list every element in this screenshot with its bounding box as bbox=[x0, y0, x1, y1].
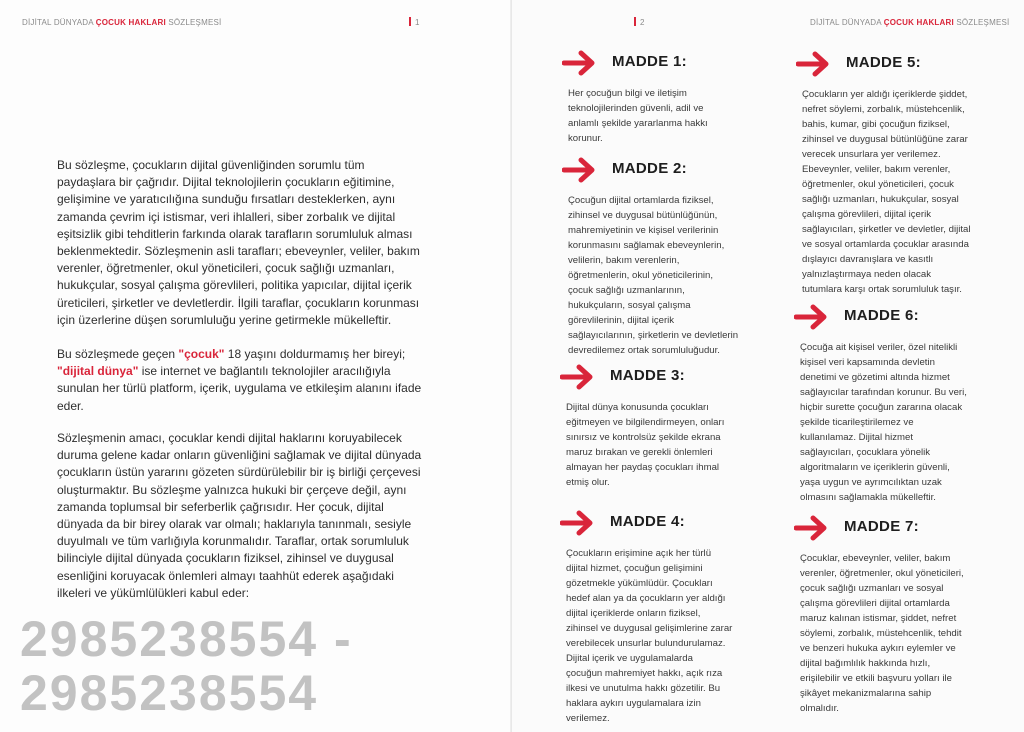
header-highlight: ÇOCUK HAKLARI bbox=[883, 18, 954, 27]
text-line: verecek unsurlara yer verilemez. bbox=[802, 149, 941, 160]
text-line: bahis, kumar, gibi çocuğun fiziksel, bbox=[802, 119, 950, 130]
text-line: devredilemez ortak sorumluluğudur. bbox=[568, 345, 720, 356]
text-line: dijital içeriklerde onların fiziksel, bbox=[566, 608, 701, 619]
text-line: dijital bağımlılık hakkında hızlı, bbox=[800, 658, 931, 669]
madde-title: MADDE 6: bbox=[844, 307, 919, 324]
arrow-right-icon bbox=[562, 50, 596, 76]
madde-1 bbox=[562, 50, 767, 146]
text-line: üreticileri, şirketler ve devletlerdir. İlgili taraflar, çocukların korunması bbox=[57, 295, 420, 310]
madde-body bbox=[800, 340, 999, 505]
madde-heading bbox=[794, 515, 999, 545]
text-segment: Bu sözleşmede geçen bbox=[57, 347, 179, 361]
text-line: verenler, öğretmenler, okul yöneticileri, bbox=[800, 568, 964, 579]
text-line: ilkesi ve unutulma hakkı gözetilir. Bu bbox=[566, 683, 721, 694]
text-line: maruz bırakan ve gerekli önlemleri bbox=[566, 447, 713, 458]
madde-title: MADDE 3: bbox=[610, 367, 685, 384]
madde-body bbox=[566, 546, 765, 726]
text-line: Ebeveynler, veliler, bakım verenler, bbox=[802, 164, 951, 175]
text-line: şikâyet mekanizmalarına sahip bbox=[800, 688, 932, 699]
text-line: korunmasını sağlamak ebeveynlerin, bbox=[568, 240, 725, 251]
text-line: dünyada da bir birey olarak var olmalı; haklarıyla tanınmalı, sesiyle bbox=[57, 517, 412, 532]
page-number bbox=[409, 17, 419, 27]
running-header bbox=[22, 18, 221, 27]
text-line: olmalıdır. bbox=[800, 703, 839, 714]
madde-heading bbox=[562, 157, 767, 187]
madde-4 bbox=[560, 510, 765, 726]
text-line: duyulmalı ve tüm varlığıyla korunmalıdır. Taraflar, ortak sorumluluk bbox=[57, 534, 409, 549]
watermark: 2985238554 - 2985238554 bbox=[20, 611, 353, 721]
text-line: kişisel veri kapsamında devletin bbox=[800, 357, 935, 368]
arrow-right-icon bbox=[560, 510, 594, 536]
text-line: sağlayıcıları, şirketler ve devletler, dijital bbox=[802, 224, 971, 235]
header-prefix: DİJİTAL DÜNYADA bbox=[810, 18, 884, 27]
madde-body bbox=[802, 87, 1001, 297]
text-line: tutumlara karşı ortak sorumluluk taşır. bbox=[802, 284, 962, 295]
text-line: erişilebilir ve etkili başvuru yolları ile bbox=[800, 673, 952, 684]
madde-title: MADDE 1: bbox=[612, 53, 687, 70]
text-segment: ise internet ve bağlantılı teknolojiler aracılığıyla bbox=[138, 364, 391, 379]
madde-heading bbox=[560, 364, 765, 394]
text-line: dijital hizmet, çocuğun gelişimini bbox=[566, 563, 703, 574]
text-line: çocuk sağlığı uzmanları ve sosyal bbox=[800, 583, 944, 594]
arrow-right-icon bbox=[794, 515, 828, 541]
running-header bbox=[810, 18, 1009, 27]
page-number-text: 2 bbox=[640, 18, 645, 27]
text-line: öğretmenlerin, okul yöneticilerinin, bbox=[568, 270, 714, 281]
text-line: çocuğun mahremiyet hakkı, açık rıza bbox=[566, 668, 723, 679]
header-highlight: ÇOCUK HAKLARI bbox=[95, 18, 166, 27]
text-line: maruz kalınan istismar, şiddet, nefret bbox=[800, 613, 957, 624]
text-line: zamanda toplumsal bir seferberlik çağrısıdır. Her çocuk, dijital bbox=[57, 499, 384, 514]
text-line: Her çocuğun bilgi ve iletişim bbox=[568, 88, 687, 99]
header-suffix: SÖZLEŞMESİ bbox=[165, 18, 222, 27]
paragraph-2 bbox=[57, 346, 421, 415]
header-suffix: SÖZLEŞMESİ bbox=[953, 18, 1010, 27]
text-line: öğretmenler, okul yöneticileri, çocuk bbox=[802, 179, 954, 190]
text-line: sunulan her türlü platform, içerik, uygulama ve etkileşim alanını ifade bbox=[57, 381, 422, 396]
text-line: sağlayıcılarının, şirketlerin ve devletlerin bbox=[568, 330, 739, 341]
text-line: Bu sözleşme, çocukların dijital güvenliğinden sorumlu tüm bbox=[57, 158, 365, 172]
arrow-right-icon bbox=[796, 51, 830, 77]
text-line: beklenmektedir. Sözleşmenin asli tarafları; ebeveynler, veliler, bakım bbox=[57, 244, 420, 259]
text-line: olmasını sağlamakla mükelleftir. bbox=[800, 492, 936, 503]
text-line: zihinsel ve duygusal gelişimlerine zarar bbox=[566, 623, 733, 634]
text-line: hukukçuların, sosyal çalışma bbox=[568, 300, 691, 311]
text-line: esenliğini koruyacak önlemleri almayı taahhüt ederek aşağıdaki bbox=[57, 568, 394, 583]
text-line: sağlığı uzmanları, hukukçular, sosyal bbox=[802, 194, 959, 205]
text-line: Dijital dünya konusunda çocukları bbox=[566, 402, 709, 413]
text-line: gelişimine ve yaratıcılığına sunduğu fırsatları desteklerken, aynı bbox=[57, 192, 396, 207]
text-line: görevlilerinin, dijital içerik bbox=[568, 315, 675, 326]
text-line: için üzerlerine düşen sorumluluğu yerine getirmekle mükelleftir. bbox=[57, 312, 392, 327]
madde-title: MADDE 5: bbox=[846, 54, 921, 71]
text-line: hukukçular, sosyal çalışma görevlileri, politika yapıcılar, dijital içerik bbox=[57, 278, 412, 293]
text-line: almayan her paydaş çocukları ihmal bbox=[566, 462, 720, 473]
text-line: korunur. bbox=[568, 133, 603, 144]
madde-6 bbox=[794, 304, 999, 505]
madde-title: MADDE 7: bbox=[844, 518, 919, 535]
text-line: etmiş olur. bbox=[566, 477, 610, 488]
madde-heading bbox=[796, 51, 1001, 81]
text-line: hedef alan ya da çocukların yer aldığı bbox=[566, 593, 726, 604]
text-line: çalışma görevlileri, dijital içerik bbox=[802, 209, 932, 220]
madde-body bbox=[568, 86, 767, 146]
madde-3 bbox=[560, 364, 765, 490]
text-line: dışlayıcı davranışlara ve kasıtlı bbox=[802, 254, 934, 265]
text-line: çalışma görevlileri dijital ortamlarda bbox=[800, 598, 950, 609]
text-line bbox=[57, 363, 421, 380]
text-line: çocukların üstün yararını gözeten sürdürülebilir bir iş birliği çerçevesi bbox=[57, 465, 421, 480]
madde-heading bbox=[560, 510, 765, 540]
text-line: Dijital içerik ve uygulamalarda bbox=[566, 653, 693, 664]
paragraph-1 bbox=[57, 157, 420, 329]
text-line: oluşturmaktır. Bu sözleşme yalnızca hukuki bir çerçeve değil, aynı bbox=[57, 482, 407, 497]
page-number bbox=[634, 17, 644, 27]
text-segment: 18 yaşını doldurmamış her bireyi; bbox=[224, 347, 406, 361]
text-line: yalnızlaştırmaya neden olacak bbox=[802, 269, 932, 280]
text-line: denetimi ve gözetimi altında hizmet bbox=[800, 372, 950, 383]
header-prefix: DİJİTAL DÜNYADA bbox=[22, 18, 96, 27]
text-line: zihinsel ve duygusal bütünlüğüne zarar bbox=[802, 134, 968, 145]
text-line: çocuk sağlığı uzmanlarının, bbox=[568, 285, 685, 296]
text-line: eder. bbox=[57, 398, 84, 413]
text-line: ve benzeri hukuka aykırı eylemler ve bbox=[800, 643, 956, 654]
paragraph-3 bbox=[57, 430, 421, 602]
text-line: anlamlı şekilde yararlanma hakkı bbox=[568, 118, 708, 129]
highlighted-term: "çocuk" bbox=[178, 347, 225, 361]
madde-2 bbox=[562, 157, 767, 358]
text-line: hiçbir surette çocuğun zararına olacak bbox=[800, 402, 963, 413]
text-line: ve sosyal ortamlarda çocuklar arasında bbox=[802, 239, 969, 250]
text-line: Çocuğun dijital ortamlarda fiziksel, bbox=[568, 195, 714, 206]
text-line: zihinsel ve duygusal bütünlüğünün, bbox=[568, 210, 718, 221]
madde-7 bbox=[794, 515, 999, 716]
text-line: duruma gelene kadar onların güvenliğini sağlamak ve dijital dünyada bbox=[57, 448, 422, 463]
text-line: Çocuğa ait kişisel veriler, özel nitelikli bbox=[800, 342, 958, 353]
text-line: verilemez. bbox=[566, 713, 610, 724]
text-line: Çocukların yer aldığı içeriklerde şiddet, bbox=[802, 89, 968, 100]
text-line: yaşa uygun ve ayrımcılıktan uzak bbox=[800, 477, 942, 488]
text-line: kullanılamaz. Dijital hizmet bbox=[800, 432, 914, 443]
text-line: haklara aykırı uygulamalara izin bbox=[566, 698, 701, 709]
text-line: zamanda çevrim içi istismar, veri ihlalleri, siber zorbalık ve dijital bbox=[57, 209, 396, 224]
page-number-bar bbox=[409, 17, 411, 26]
madde-body bbox=[568, 193, 767, 358]
arrow-right-icon bbox=[562, 157, 596, 183]
text-line: eğitmeyen ve bilgilendirmeyen, onları bbox=[566, 417, 725, 428]
madde-body bbox=[566, 400, 765, 490]
page-right bbox=[512, 0, 1024, 732]
madde-title: MADDE 2: bbox=[612, 160, 687, 177]
madde-heading bbox=[794, 304, 999, 334]
text-line: sağlayıcıları, çocuklara yönelik bbox=[800, 447, 931, 458]
text-line: verebilecek unsurlar bulundurulamaz. bbox=[566, 638, 726, 649]
arrow-right-icon bbox=[560, 364, 594, 390]
text-line: teknolojilerinden güvenli, adil ve bbox=[568, 103, 704, 114]
page-number-bar bbox=[634, 17, 636, 26]
text-line: verenler, öğretmenler, okul yöneticileri, çocuk sağlığı uzmanları, bbox=[57, 261, 395, 276]
text-line: algoritmaların ve içeriklerin güvenli, bbox=[800, 462, 950, 473]
text-line: paydaşlara bir çağrıdır. Dijital teknolojilerin çocukların eğitimine, bbox=[57, 175, 395, 190]
text-line: bilinciyle dijital dünyada çocukların fiziksel, zihinsel ve duygusal bbox=[57, 551, 394, 566]
text-line: nefret söylemi, zorbalık, müstehcenlik, bbox=[802, 104, 965, 115]
text-line: söylemi, zorbalık, müstehcenlik, tehdit bbox=[800, 628, 962, 639]
text-line: Çocukların erişimine açık her türlü bbox=[566, 548, 712, 559]
madde-body bbox=[800, 551, 999, 716]
text-line: mahremiyetinin ve kişisel verilerinin bbox=[568, 225, 719, 236]
text-line: sınırsız ve kontrolsüz şekilde ekrana bbox=[566, 432, 721, 443]
text-line: ilkeleri ve yükümlülükleri kabul eder: bbox=[57, 585, 250, 600]
arrow-right-icon bbox=[794, 304, 828, 330]
madde-heading bbox=[562, 50, 767, 80]
text-line: Çocuklar, ebeveynler, veliler, bakım bbox=[800, 553, 951, 564]
text-line: gözetmekle yükümlüdür. Çocukları bbox=[566, 578, 713, 589]
text-line: eşitsizlik gibi tehditlerin farkında olarak tarafların sorumluluk alması bbox=[57, 226, 413, 241]
page-number-text: 1 bbox=[415, 18, 420, 27]
text-line: sağlayıcılar tarafından korunur. Bu veri, bbox=[800, 387, 967, 398]
madde-title: MADDE 4: bbox=[610, 513, 685, 530]
highlighted-term: "dijital dünya" bbox=[57, 364, 139, 379]
madde-5 bbox=[796, 51, 1001, 297]
text-line bbox=[57, 346, 421, 363]
text-line: şekilde ticarileştirilemez ve bbox=[800, 417, 914, 428]
text-line: velilerin, bakım verenlerin, bbox=[568, 255, 680, 266]
text-line: Sözleşmenin amacı, çocuklar kendi dijital haklarını koruyabilecek bbox=[57, 431, 402, 445]
